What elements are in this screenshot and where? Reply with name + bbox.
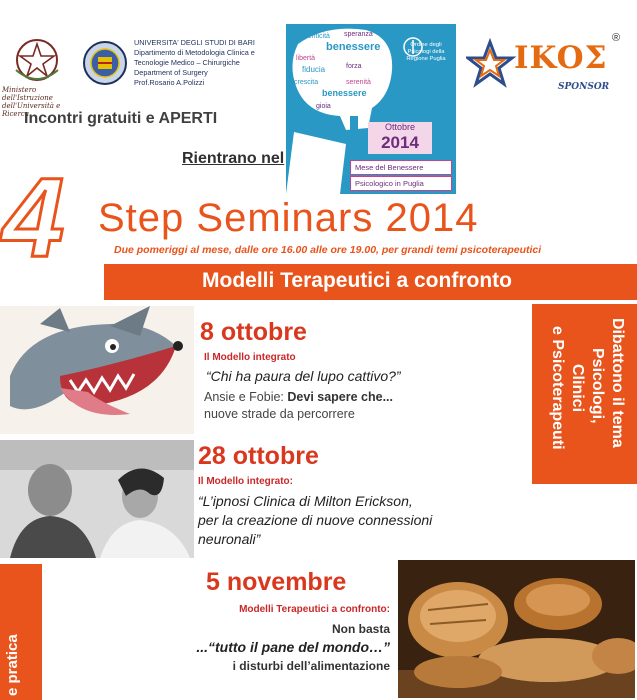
event-date: 8 ottobre [200,318,307,346]
event-date: 5 novembre [206,568,347,596]
page-title: Step Seminars 2014 [98,196,479,240]
poster-month: Ottobre [384,122,415,132]
registered-mark: ® [612,32,621,44]
university-line: Department of Surgery [134,68,208,77]
event-title: ...“tutto il pane del mondo…” [196,639,390,655]
emblem-caption: Ministero dell'Istruzione dell'Università e Ricerca [2,86,61,118]
word-cloud-word: benessere [326,41,381,53]
event-description-line: nuove strade da percorrere [204,407,355,421]
ikos-logo-text: IKOΣ [514,40,608,76]
word-cloud-word: autenticità [298,33,330,40]
event-topic: i disturbi dell’alimentazione [232,659,390,673]
event-title: “Chi ha paura del lupo cattivo?” [206,368,401,384]
event-model: Il Modello integrato [204,352,296,363]
event-title-line: per la creazione di nuove connessioni [198,512,433,528]
university-line: Prof.Rosario A.Polizzi [134,78,205,87]
event-title-line: “L’ipnosi Clinica di Milton Erickson, [198,493,413,509]
poster-caption-line: Mese del Benessere [350,160,452,175]
word-cloud-word: fiducia [302,65,326,74]
bread-loaves-image [398,560,635,698]
event-title-line: neuronali” [198,531,261,547]
event-description [204,390,393,404]
italian-republic-emblem [10,36,64,84]
event-date: 28 ottobre [198,442,319,470]
event-description-bold: Devi sapere che... [287,390,394,404]
word-cloud-word: libertà [296,55,316,62]
event-description: Non basta [331,622,390,636]
poster-caption-line: Psicologico in Puglia [350,176,452,191]
page-subtitle: Due pomeriggi al mese, dalle ore 16.00 alle ore 19.00, per grandi temi psicoterapeutici [114,244,542,256]
side-banner-line: Psicologi, [589,348,606,424]
free-open-meetings-text: Incontri gratuiti e APERTI [24,110,218,127]
university-line: Tecnologie Medico – Chirurgiche [134,58,240,67]
side-banner-line: Clinici [569,364,586,413]
left-side-banner-text: e pratica [4,634,21,696]
erickson-photo [0,440,194,558]
side-banner-line: Dibattono il tema [609,318,626,448]
poster-year: 2014 [381,133,419,152]
side-banner-line: e Psicoterapeuti [549,326,566,450]
word-cloud-word: forza [346,63,362,70]
university-line: UNIVERSITA' DEGLI STUDI DI BARI [134,38,255,47]
big-number-four: 4 [2,155,65,280]
ikos-tagline: SPONSOR [558,82,610,92]
event-description-prefix: Ansie e Fobie: [204,390,288,404]
word-cloud-word: crescita [294,79,319,86]
word-cloud-word: speranza [344,31,373,38]
word-cloud [286,24,396,124]
university-line: Dipartimento di Metodologia Clinica e [134,48,255,57]
university-info [134,38,282,88]
poster-ordine-text: Ordine degli Psicologi della Regione Puglia [406,42,446,62]
poster-month-box [368,122,432,154]
university-seal [82,40,128,86]
event-model: Modelli Terapeutici a confronto: [239,604,390,615]
event-model: Il Modello integrato: [198,476,293,487]
word-cloud-word: serenità [346,79,371,86]
word-cloud-word: benessere [322,88,367,98]
side-banner-text [532,304,637,484]
section-band-title: Modelli Terapeutici a confronto [202,269,512,292]
wolf-cartoon-image [0,306,194,434]
word-cloud-word: gioia [316,103,331,110]
rientrano-text: Rientrano nel [182,150,285,167]
